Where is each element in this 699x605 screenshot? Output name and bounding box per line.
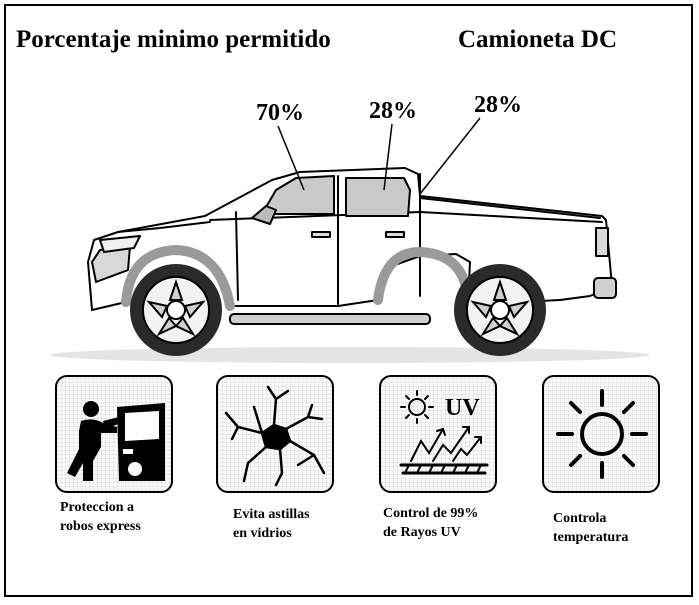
cracked-glass-icon	[218, 377, 332, 491]
rear-wheel	[454, 264, 546, 356]
windshield-tint-percent: 70%	[256, 100, 304, 126]
front-window-tint-percent: 28%	[369, 98, 417, 124]
feature-card-uv	[379, 375, 497, 493]
svg-text:UV: UV	[445, 395, 480, 421]
feature-card-shatter	[216, 375, 334, 493]
front-wheel	[130, 264, 222, 356]
page-title: Porcentaje minimo permitido	[16, 26, 331, 53]
feature-card-anti-theft	[55, 375, 173, 493]
feature-caption-anti-theft: Proteccion a robos express	[60, 500, 141, 534]
feature-caption-uv: Control de 99% de Rayos UV	[383, 506, 479, 540]
uv-protection-icon	[381, 377, 495, 491]
sun-icon	[544, 377, 658, 491]
feature-caption-shatter: Evita astillas en vidrios	[233, 507, 310, 541]
feature-card-temperature	[542, 375, 660, 493]
rear-window-tint-percent: 28%	[474, 92, 522, 118]
thief-icon	[57, 377, 171, 491]
vehicle-type: Camioneta DC	[458, 26, 618, 53]
feature-caption-temperature: Controla temperatura	[553, 511, 629, 545]
